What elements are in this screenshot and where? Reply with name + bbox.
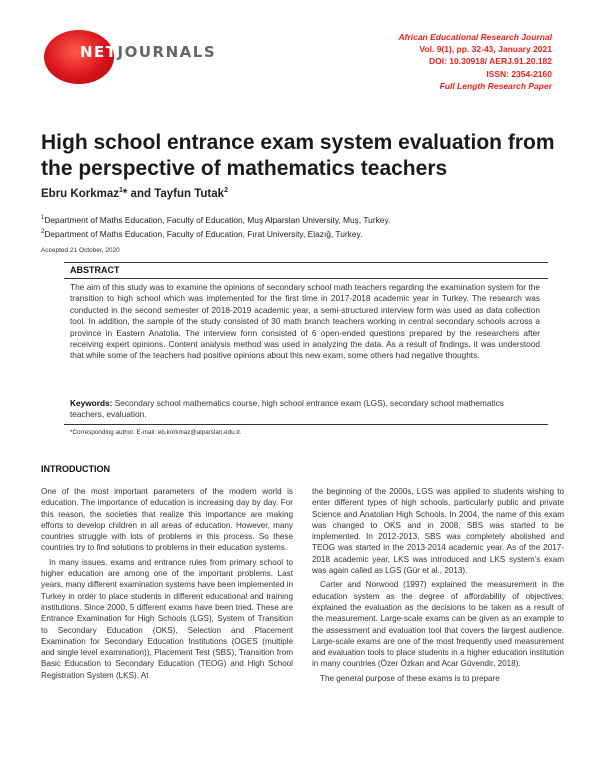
journal-volume: Vol. 9(1), pp. 32-43, January 2021	[419, 44, 552, 55]
journal-doi: DOI: 10.30918/ AERJ.91.20.182	[428, 56, 552, 67]
paragraph: In many issues, exams and entrance rules from primary school to higher education are among one of the important problems. Last years, many different examination systems have been implemented in Turkey in order to place students in different educational and training institutions. Since 2000, 5 different exams have been tried. These are Entrance Examination for High Schools (LGS), System of Transition to Secondary Education (OKS), Selection and Placement Examination for Secondary Education Institutions (OGES (multiple and single level examination)), Placement Test (SBS), Transition from Basic Education to Secondary Education (TEOG) and High School Registration System (LKS). At	[41, 557, 293, 680]
journal-name: African Educational Research Journal	[398, 32, 552, 42]
abstract-heading: ABSTRACT	[70, 265, 120, 275]
left-column	[41, 486, 293, 681]
logo-rest: JOURNALS	[117, 43, 217, 61]
abstract-body: The aim of this study was to examine the opinions of secondary school math teachers regarding the examination system for the transition to high school which was implemented for the first time in 2017-2018 academic year in Turkey. The research was conducted in the second semester of 2018-2019 academic year, a semi-structured interview form was used as data collection tool. In addition, the sample of the study consisted of 30 math branch teachers working in central secondary schools across a province in Eastern Anatolia. The interview form consisted of 6 open-ended questions prepared by the researchers after receiving expert opinions. Content analysis method was used in analyzing the data. As a result of findings, it was understood that while some of the teachers had positive opinions about this new exam, some others had negative thoughts.	[70, 282, 540, 361]
logo-lead: NET	[80, 43, 118, 61]
netjournals-logo	[44, 28, 217, 88]
abstract-top-rule	[64, 262, 548, 263]
affiliation-2	[41, 226, 561, 240]
paragraph: Carter and Norwood (1997) explained the measurement in the education system as the degree of affordability of objectives; explained the evaluation as the decisions to be taken as a result of the measurement. Large-scale exams can be given as an example to the assessment and evaluation tool that covers the largest audience. Large-scale exams are one of the most frequently used measurement and evaluation tools to place students in a higher education institution in many countries (Özer Özkan and Acar Güvendir, 2018).	[312, 580, 564, 669]
author-conjunction: and	[127, 187, 155, 200]
paragraph: One of the most important parameters of the modern world is education. The importance of education is increasing day by day. For this reason, the societies that realize this importance are making efforts to develop children in all areas of education. However, many countries struggle with lots of problems in this process. So these countries try to find solutions to problems in their education systems.	[41, 487, 293, 553]
keywords	[70, 398, 540, 421]
keywords-text: Secondary school mathematics course, high school entrance exam (LGS), secondary school mathematics teachers, evaluation.	[70, 398, 504, 420]
abstract-bottom-rule	[64, 424, 548, 425]
author-1-affil: 1	[118, 187, 123, 194]
author-2-affil: 2	[224, 187, 228, 194]
keywords-label: Keywords:	[70, 398, 113, 408]
paragraph: the beginning of the 2000s, LGS was applied to students wishing to enter different types of high schools, particularly public and private Science and Anatolian High Schools. In 2004, the name of this exam was changed to OKS and in 2008, SBS was started to be implemented. In 2012-2013, SBS was completely abolished and TEOG was started in the 2013-2014 academic year. As of the 2017-2018 academic year, LKS was introduced and LKS system’s exam was again called as LGS (Gür et al., 2013).	[312, 487, 564, 576]
paper-title: High school entrance exam system evaluation from the perspective of mathematics teachers	[41, 131, 555, 180]
affiliation-1-text: Department of Maths Education, Faculty of Education, Muş Alparslan University, Muş, Turkey.	[44, 214, 391, 225]
introduction-heading: INTRODUCTION	[41, 464, 110, 474]
accepted-date: Accepted 21 October, 2020	[41, 247, 120, 254]
affiliation-2-text: Department of Maths Education, Faculty of Education, Fırat University, Elazığ, Turkey.	[44, 228, 363, 239]
right-column	[312, 486, 564, 684]
paragraph: The general purpose of these exams is to prepare	[320, 673, 500, 683]
affiliation-1-number: 1	[41, 215, 45, 221]
affiliation-1	[41, 212, 561, 226]
affiliations	[41, 212, 561, 240]
author-2: Tayfun Tutak	[154, 187, 225, 200]
journal-issn: ISSN: 2354-2160	[486, 68, 552, 79]
abstract-heading-rule	[64, 278, 548, 279]
affiliation-2-number: 2	[41, 228, 45, 235]
author-line	[41, 187, 228, 200]
author-1: Ebru Korkmaz	[41, 187, 119, 200]
logo-wordmark	[80, 43, 216, 61]
corresponding-author: *Corresponding author. E-mail: eb.korkmaz@alparslan.edu.tr.	[70, 429, 242, 436]
journal-info	[312, 31, 552, 92]
paper-type: Full Length Research Paper	[439, 80, 552, 91]
corresponding-mark: *	[122, 187, 128, 200]
